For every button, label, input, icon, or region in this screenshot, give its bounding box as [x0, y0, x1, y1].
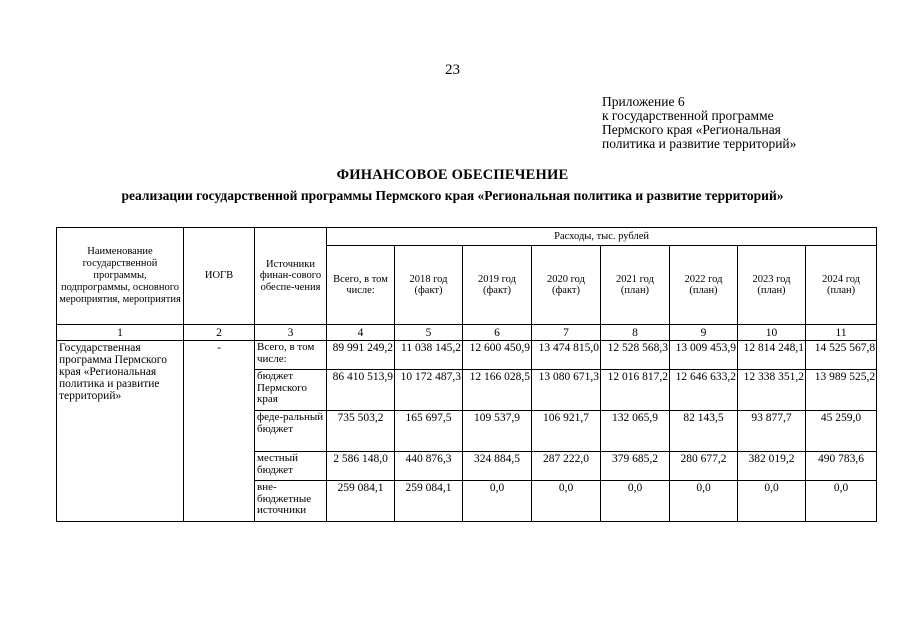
value-cell: 12 016 817,2	[601, 370, 670, 411]
column-number: 1	[57, 325, 184, 341]
value-cell: 379 685,2	[601, 452, 670, 481]
source-cell: местный бюджет	[255, 452, 327, 481]
financing-table	[56, 227, 877, 522]
header-row-top	[57, 228, 877, 246]
header-year-2022: 2022 год (план)	[670, 246, 738, 325]
column-number-row	[57, 325, 877, 341]
appendix-line: Пермского края «Региональная	[602, 122, 781, 137]
column-number: 10	[738, 325, 806, 341]
column-number: 8	[601, 325, 670, 341]
value-cell: 13 474 815,0	[532, 341, 601, 370]
table-row-total	[57, 341, 877, 370]
program-name-cell: Государственная программа Пермского края «Региональная политика и развитие территорий»	[57, 341, 184, 522]
value-cell: 82 143,5	[670, 411, 738, 452]
value-cell: 45 259,0	[806, 411, 877, 452]
value-cell: 93 877,7	[738, 411, 806, 452]
header-total: Всего, в том числе:	[327, 246, 395, 325]
value-cell: 109 537,9	[463, 411, 532, 452]
value-cell: 382 019,2	[738, 452, 806, 481]
header-year-2020: 2020 год (факт)	[532, 246, 601, 325]
header-year-2018: 2018 год (факт)	[395, 246, 463, 325]
value-cell: 11 038 145,2	[395, 341, 463, 370]
header-year-2021: 2021 год (план)	[601, 246, 670, 325]
document-subtitle: реализации государственной программы Пермского края «Региональная политика и развитие территорий»	[121, 188, 784, 203]
appendix-line: к государственной программе	[602, 108, 774, 123]
value-cell: 86 410 513,9	[327, 370, 395, 411]
value-cell: 106 921,7	[532, 411, 601, 452]
value-cell: 14 525 567,8	[806, 341, 877, 370]
value-cell: 12 646 633,2	[670, 370, 738, 411]
column-number: 2	[184, 325, 255, 341]
column-number: 11	[806, 325, 877, 341]
value-cell: 12 338 351,2	[738, 370, 806, 411]
value-cell: 132 065,9	[601, 411, 670, 452]
value-cell: 0,0	[670, 481, 738, 522]
value-cell: 13 080 671,3	[532, 370, 601, 411]
header-year-2019: 2019 год (факт)	[463, 246, 532, 325]
value-cell: 490 783,6	[806, 452, 877, 481]
header-name-column: Наименование государственной программы, подпрограммы, основного мероприятия, мероприятия	[57, 228, 184, 325]
header-sources-column: Источники финан-сового обеспе-чения	[255, 228, 327, 325]
value-cell: 0,0	[806, 481, 877, 522]
header-iogv-column: ИОГВ	[184, 228, 255, 325]
appendix-line: Приложение 6	[602, 94, 685, 109]
column-number: 3	[255, 325, 327, 341]
header-year-2023: 2023 год (план)	[738, 246, 806, 325]
value-cell: 12 600 450,9	[463, 341, 532, 370]
appendix-line: политика и развитие территорий»	[602, 136, 797, 151]
value-cell: 735 503,2	[327, 411, 395, 452]
value-cell: 324 884,5	[463, 452, 532, 481]
source-cell: Всего, в том числе:	[255, 341, 327, 370]
source-cell: феде-ральный бюджет	[255, 411, 327, 452]
value-cell: 165 697,5	[395, 411, 463, 452]
column-number: 4	[327, 325, 395, 341]
value-cell: 13 009 453,9	[670, 341, 738, 370]
header-expenses-group: Расходы, тыс. рублей	[327, 228, 877, 246]
value-cell: 13 989 525,2	[806, 370, 877, 411]
value-cell: 2 586 148,0	[327, 452, 395, 481]
iogv-cell: -	[184, 341, 255, 522]
value-cell: 259 084,1	[327, 481, 395, 522]
document-title: ФИНАНСОВОЕ ОБЕСПЕЧЕНИЕ	[336, 167, 569, 183]
value-cell: 259 084,1	[395, 481, 463, 522]
value-cell: 12 166 028,5	[463, 370, 532, 411]
header-year-2024: 2024 год (план)	[806, 246, 877, 325]
value-cell: 0,0	[738, 481, 806, 522]
value-cell: 0,0	[601, 481, 670, 522]
page-number: 23	[445, 62, 460, 78]
value-cell: 0,0	[532, 481, 601, 522]
value-cell: 287 222,0	[532, 452, 601, 481]
value-cell: 0,0	[463, 481, 532, 522]
column-number: 5	[395, 325, 463, 341]
value-cell: 10 172 487,3	[395, 370, 463, 411]
value-cell: 440 876,3	[395, 452, 463, 481]
column-number: 7	[532, 325, 601, 341]
column-number: 9	[670, 325, 738, 341]
appendix-note	[602, 95, 796, 151]
value-cell: 12 528 568,3	[601, 341, 670, 370]
source-cell: бюджет Пермского края	[255, 370, 327, 411]
value-cell: 89 991 249,2	[327, 341, 395, 370]
source-cell: вне-бюджетные источники	[255, 481, 327, 522]
value-cell: 280 677,2	[670, 452, 738, 481]
column-number: 6	[463, 325, 532, 341]
value-cell: 12 814 248,1	[738, 341, 806, 370]
